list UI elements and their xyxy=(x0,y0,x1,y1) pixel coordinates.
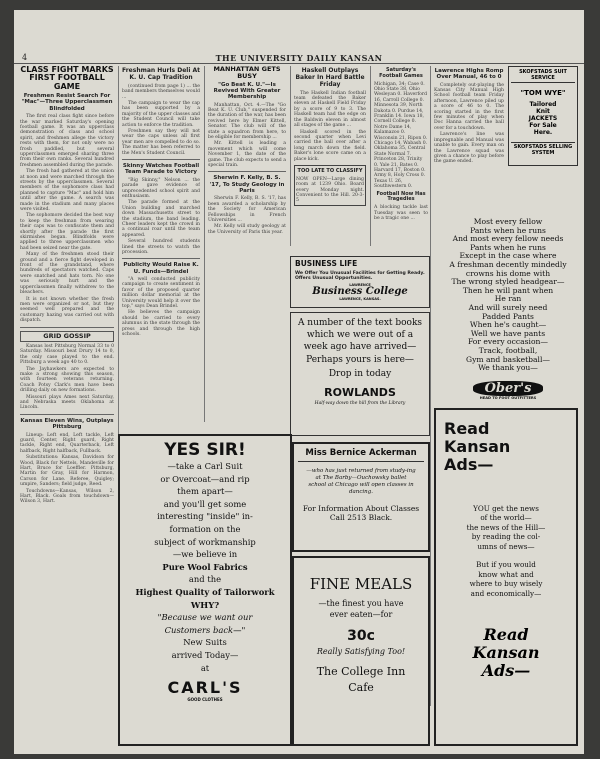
article-kansas-eleven: Lineup: Left end, Left tackle, Left guard, Center, Right guard, Right tackle, Right end, Quarterback, Left halfback, Right halfback, Fullback. Substitutions: Kansas, Davidson for Wood, Black for Nettels, Mandeville for Hart, Bruce for Loeffler. Pittsburg, Martin for Gray, Hill for Harmon, Carson for Lane. Referee, Quigley; umpire, Sanders; field judge, Reed. Touchdowns—Kansas, Wilson 2, Hart, Black. Goals from touchdown—Wilson 3, Hart. xyxy=(20,432,114,505)
headline-lawrence-highs: Lawrence Highs Romp Over Manual, 46 to 0 xyxy=(434,68,504,81)
article-skinny-watches: "Big Skinny," Nelson ... the parade gave evidence of unprecedented school spirit and enthusiasm. The parade formed at the Union building and marched down Massachusetts street to the stadium, the band leading. Cheer leaders kept the crowd in a continual roar until the team appeared. Several hundred students lined the streets to watch the procession. xyxy=(122,177,200,255)
column-1 xyxy=(20,66,114,726)
poem-line: He ran xyxy=(494,294,522,304)
subhead-manhattan: "Go Beat K. U."—Is Revived With Greater Membership xyxy=(213,81,281,101)
poem-line: Then he will pant when xyxy=(462,285,554,295)
poem-line: Except in the case where xyxy=(459,251,557,261)
carls-line: New Suits xyxy=(183,637,227,648)
page-number: 4 xyxy=(22,53,28,62)
rowlands-l1: A number of the text books xyxy=(297,318,423,328)
classified-box xyxy=(294,165,366,206)
poem-line: Track, football, xyxy=(478,345,538,355)
skofstads-l1: Tailored xyxy=(529,101,557,108)
carls-copy xyxy=(124,460,286,674)
column-4 xyxy=(294,66,366,246)
business-title: BUSINESS LIFE xyxy=(295,259,358,268)
meals-l2: ever eaten—for xyxy=(329,610,393,619)
carls-line: them apart— xyxy=(177,486,233,497)
article-kelly: Sherwin F. Kelly, B. S. '17, has been awarded a scholarship by the Society for American Fellowships in French Universities ... Mr. Kelly will study geology at the University of Paris this year. xyxy=(208,196,286,235)
classified-title: TOO LATE TO CLASSIFY xyxy=(297,167,363,174)
poem-line: We thank you— xyxy=(478,363,538,373)
kansan-body-line: by reading the col- xyxy=(471,532,541,542)
carls-logo: CARL'S GOOD CLOTHES xyxy=(167,678,243,703)
poem-line: For every occasion— xyxy=(467,337,549,347)
poem-line: Pants when he runs xyxy=(470,225,546,235)
article-lawrence-highs: Completely out-playing the Kansas City Manual High School football team Friday afternoon, Lawrence piled up a score of 46 to 0. The scoring started in the first few minutes of play when Doc Hanna carried the ball over for a touchdown. Lawrence's line was impregnable and Manual was unable to gain. Every man on the Lawrence squad was given a chance to play before the game ended. xyxy=(434,82,504,165)
rowlands-foot: Half-way down the hill from the Library xyxy=(314,401,406,406)
article-grid-gossip: Kansas lost Pittsburg Normal 33 to 0 Saturday. Missouri beat Drury 14 to 0, the only case played to the end. Pittsburg a week ago 40 to 0. The Jayhawkers are expected to make a strong showing this season, with fourteen veterans returning. Coach Potsy Clark's men have been drilling daily on new formations. Missouri plays Ames next Saturday, and Nebraska meets Oklahoma at Lincoln. xyxy=(20,344,114,411)
carls-ad xyxy=(118,434,292,746)
meals-name2: Cafe xyxy=(348,681,374,694)
carls-line: "Because we want our xyxy=(157,612,253,623)
headline-manhattan: MANHATTAN GETS BUSY xyxy=(213,66,281,80)
subhead-tragedies: Football Now Has Tragedies xyxy=(376,190,426,203)
kansan-body-line: where to buy wisely xyxy=(469,579,543,589)
skofstads-bottom: SKOFSTADS SELLING SYSTEM xyxy=(511,142,575,156)
rowlands-l2: which we were out of a xyxy=(306,330,414,340)
skofstads-l3: JACKETS xyxy=(528,115,558,122)
carls-line: formation on the xyxy=(169,523,241,534)
carls-line: Highest Quality of Tailorwork xyxy=(135,586,275,597)
kansan-top3: Ads— xyxy=(444,455,494,474)
business-line2: Offers Unusual Opportunities. xyxy=(295,276,373,281)
carls-line: arrived Today— xyxy=(171,649,239,660)
column-rule xyxy=(204,66,205,422)
poem-line: The wrong styled headgear— xyxy=(451,277,565,287)
subhead-kansas-eleven: Kansas Eleven Wins, Outplays Pittsburg xyxy=(20,417,114,431)
carls-line: at xyxy=(200,662,210,673)
headline-saturday-games: Saturday's Football Games xyxy=(379,67,423,79)
poem-line: Well we have pants xyxy=(470,328,546,338)
ackerman-body: —who has just returned from study-ing at The Barby—Ouchowsky ballet school at Chicago will open classes in dancing. xyxy=(306,468,416,495)
kansan-body-line: the news of the Hill— xyxy=(466,522,546,532)
carls-line: and you'll get some xyxy=(163,498,247,509)
article-haskell: The Haskell Indian football team defeated the Baker eleven at Haskell Field Friday by a score of 9 to 3. The Haskell team had the edge on the Baldwin eleven in almost all stages of the game ... Haskell scored in the second quarter when Levi carried the ball over after a long march down the field. Baker's lone score came on a place kick. xyxy=(294,90,366,162)
carls-line: —take a Carl Suit xyxy=(167,461,243,471)
column-rule xyxy=(430,66,431,706)
meals-price: 30c xyxy=(347,628,375,644)
carls-headline: YES SIR! xyxy=(164,440,246,460)
carls-line: and the xyxy=(188,574,222,585)
poem-line: When he's caught— xyxy=(469,320,547,330)
rowlands-ad xyxy=(290,312,430,436)
subhead-publicity: Publicity Would Raise K. U. Funds—Brindel xyxy=(123,262,199,275)
poem-line: crowns his dome with xyxy=(465,268,551,278)
ackerman-info: For Information About Classes Call 2513 Black. xyxy=(302,504,420,522)
poem-line: Padded Pants xyxy=(482,311,534,321)
skofstads-l5: Here. xyxy=(533,129,553,136)
business-logo: LAWRENCE Business College LAWRENCE, KANSAS. xyxy=(312,283,408,301)
skofstads-l2: Knit xyxy=(536,108,550,115)
obers-ad xyxy=(438,218,578,404)
rowlands-l5: Drop in today xyxy=(328,369,392,379)
obers-logo: Ober's HEAD TO FOOT OUTFITTERS xyxy=(438,377,578,400)
carls-line: —we believe in xyxy=(172,549,238,560)
carls-line: or Overcoat—and rip xyxy=(160,473,250,484)
article-freshman-hurls: (continued from page 1) ... the band members themselves would ... The campaign to wear the cap has been supported by a majority of the upper classes and the Student Council will take action to enforce the tradition. Freshmen say they will not wear the caps unless all first year men are compelled to do so. The matter has been referred to the Men's Student Council. xyxy=(122,83,200,156)
poem-line: And most every fellow needs xyxy=(452,234,564,244)
headline-class-fight: CLASS FIGHT MARKS FIRST FOOTBALL GAME xyxy=(20,66,114,91)
meals-l3: Really Satisfying Too! xyxy=(316,647,406,656)
carls-line: Pure Wool Fabrics xyxy=(162,561,248,572)
business-college-ad xyxy=(290,256,430,308)
poem-line: And will surely need xyxy=(468,302,548,312)
meals-title: FINE MEALS xyxy=(309,575,413,593)
kansan-ads-box xyxy=(434,408,578,746)
skofstads-top: SKOFSTADS SUIT SERVICE xyxy=(511,69,575,83)
column-rule xyxy=(370,66,371,246)
kansan-body-line: and economically— xyxy=(470,588,542,598)
headline-haskell: Haskell Outplays Baker In Hard Battle Friday xyxy=(295,67,365,88)
carls-line: WHY? xyxy=(190,599,220,610)
kansan-top1: Read xyxy=(444,419,490,438)
article-publicity: "A well conducted publicity campaign to create sentiment in favor of the proposed quarter million dollar memorial at the University would help it over the top," says Dean Brindel. He believes the campaign should be carried to every alumnus in the state through the press and through the high schools. xyxy=(122,277,200,338)
masthead xyxy=(14,52,584,64)
obers-poem xyxy=(438,218,578,373)
kansan-body-line: YOU get the news xyxy=(473,504,539,513)
meals-name1: The College Inn xyxy=(316,665,406,678)
column-5 xyxy=(374,66,428,246)
subhead-class-fight: Freshmen Resist Search For "Mac"—Three Upperclassmen Blindfolded xyxy=(21,93,113,112)
fine-meals-ad xyxy=(292,556,430,746)
kansan-bottom: Read Kansan Ads— xyxy=(472,625,540,681)
business-line1: We Offer You Unusual Facilities for Getting Ready. xyxy=(295,271,425,276)
headline-freshman-hurls: Freshman Hurls Deli At K. U. Cap Tradition xyxy=(122,67,200,81)
ackerman-ad xyxy=(292,442,430,552)
kansan-body-line: know what and xyxy=(478,569,534,579)
classified-body: NOW OPEN—Large dining room at 1239 Ohio. Board every Monday night. Convenient to the Hill. 20-3-5 xyxy=(296,176,364,204)
article-tragedies: A blocking tackle last Tuesday was seen to be a tragic one ... xyxy=(374,205,428,221)
skofstads-name: "TOM WYE" xyxy=(520,89,566,97)
poem-line: Most every fellow xyxy=(473,217,543,226)
article-saturday-games: Michigan, 34; Case 0. Ohio State 38, Ohio Wesleyan 0. Haverford 16, Carroll College 0. Minnesota 39, North Dakota 0. Purdue 14, Franklin 14. Iowa 18, Cornell College 0. Notre Dame 14, Kalamazoo 0. Wisconsin 21, Ripon 0. Chicago 14, Wabash 0. Oklahoma 35, Central State Normal 7. Princeton 28, Trinity 0. Yale 21, Bates 0. Harvard 17, Boston 0. Army 8, Holy Cross 0. Texas U. 26, Southwestern 0. xyxy=(374,81,428,190)
poem-line: A freshman decently mindedly xyxy=(449,259,567,269)
article-class-fight: The first real class fight since before the war marked Saturday's opening football game. It was an upperclass demonstration of class and school spirit, and freshmen allege the victory rests with them, for not only were no frosh paddled, but several upperclassmen emerged sharing three from their own ranks. Several hundred freshmen assembled during the parade. The frosh had gathered at the union at noon and were marched through the streets by the upperclassmen. Several members of the sophomore class had planned to capture "Mac" and hold him until after the game. A search was made in the stadium and many places were visited. The sophomore decided the best way to keep the freshman from wearing their caps was to confiscate them and shortly after the parade the first skirmishes began. Blindfolds were applied to three upperclassmen who had been seized near the gate. Many of the freshmen stood their ground and a fierce fight developed in front of the grandstand, where hundreds of spectators watched. Caps were snatched and hats torn. No one was seriously hurt and the upperclassmen finally withdrew to the bleachers. It is not known whether the fresh men were organized or not, but they seemed well prepared and the customary hazing was carried out with dispatch. xyxy=(20,114,114,324)
kansan-body-line: of the world— xyxy=(480,513,532,523)
kansan-body-line: But if you would xyxy=(476,560,536,570)
rowlands-name: ROWLANDS xyxy=(324,386,396,399)
rowlands-l4: Perhaps yours is here— xyxy=(306,355,414,365)
carls-line: interesting "inside" in- xyxy=(157,511,253,522)
subhead-grid-gossip: GRID GOSSIP xyxy=(20,331,114,342)
carls-line: subject of workmanship xyxy=(154,536,256,547)
subhead-skinny-watches: Skinny Watches Football Team Parade to Victory xyxy=(122,163,200,176)
rowlands-l3: week ago have arrived— xyxy=(303,342,417,352)
kansan-top2: Kansan xyxy=(444,437,511,456)
masthead-title: THE UNIVERSITY DAILY KANSAN xyxy=(215,53,383,63)
column-3 xyxy=(208,66,286,246)
column-rule xyxy=(290,66,291,246)
skofstads-ad xyxy=(508,66,578,166)
kansan-body xyxy=(444,504,568,598)
newspaper-page xyxy=(14,10,584,754)
subhead-kelly: Sherwin F. Kelly, B. S. '17, To Study Geology in Paris xyxy=(209,175,285,195)
poem-line: Pants when he runs xyxy=(470,242,546,252)
article-manhattan: Manhattan, Oct. 4.—The "Go Beat K. U. Club," suspended for the duration of the war, has been revived here by Elmer Kittell, Senator. The club will of the state a squadron from here, to be eligible for membership ... Mr. Kittell is leading a movement which will come November 1, the date of the game. The club expects to send a special train. xyxy=(208,102,286,169)
meals-l1: —the finest you have xyxy=(318,599,404,608)
ackerman-name: Miss Bernice Ackerman xyxy=(298,448,424,462)
poem-line: Gym and basketball— xyxy=(466,354,550,364)
carls-line: Customers back—" xyxy=(164,624,246,635)
kansan-body-line: umns of news— xyxy=(477,541,535,551)
kansan-body-line xyxy=(444,551,568,560)
column-2 xyxy=(122,66,200,396)
skofstads-l4: For Sale xyxy=(529,122,557,129)
